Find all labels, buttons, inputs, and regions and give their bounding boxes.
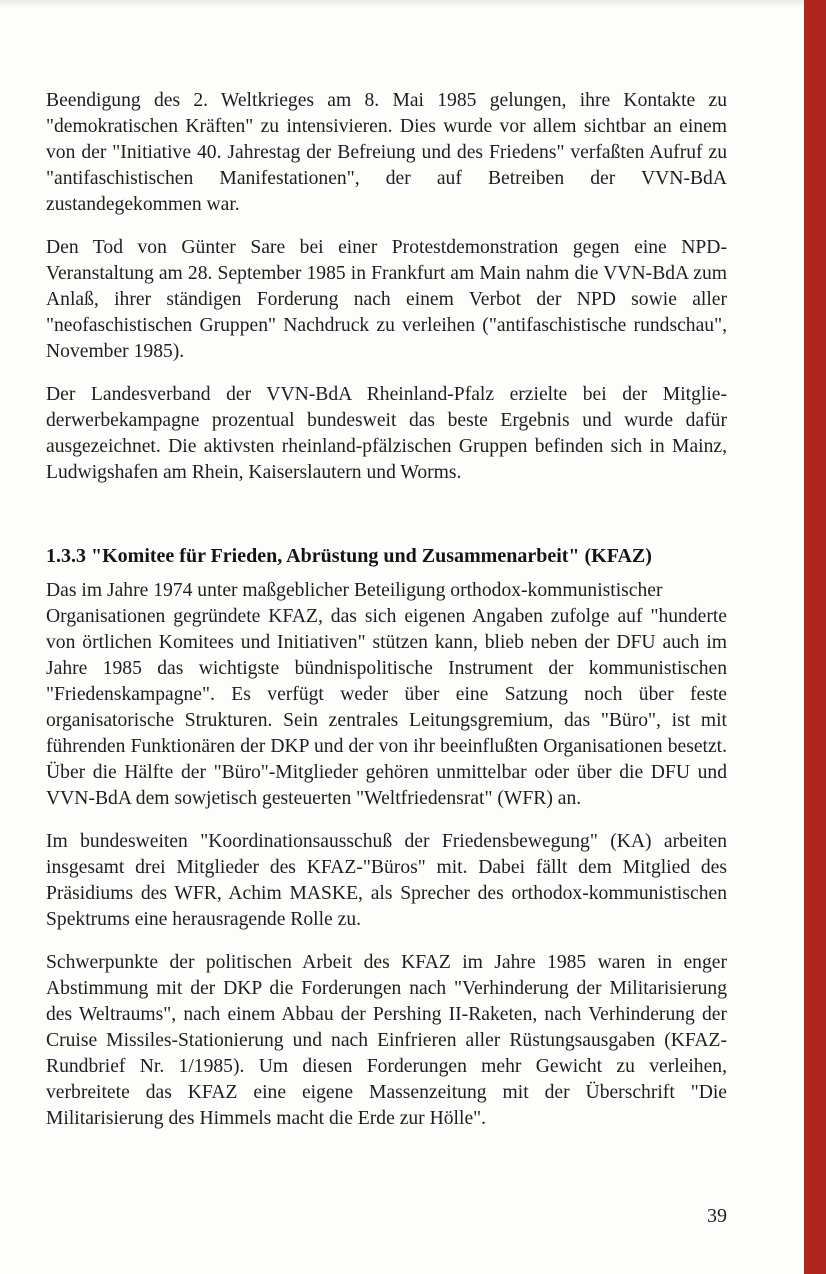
paragraph-intro-1: Beendigung des 2. Weltkrieges am 8. Mai 1985 gelungen, ihre Kontakte zu "demokratischen Kräften" zu intensivieren. Dies wurde vor allem sichtbar an einem von der "Initiative 40. Jahrestag der Befreiung und des Friedens" verfaßten Aufruf zu "antifaschistischen Manifestationen", der auf Betreiben der VVN-BdA zustandegekommen war. (46, 90, 727, 215)
paragraph-intro-2: Den Tod von Günter Sare bei einer Protestdemonstration gegen eine NPD-Veranstaltung am 28. September 1985 in Frankfurt am Main nahm die VVN-BdA zum Anlaß, ihrer ständigen Forderung nach einem Verbot der NPD sowie aller "neofaschistischen Gruppen" Nachdruck zu verleihen ("antifaschistische rundschau", November 1985). (46, 237, 727, 362)
section-paragraph-1: Organisationen gegründete KFAZ, das sich eigenen Angaben zufolge auf "hunderte von örtlichen Komitees und Initiativen" stützen kann, blieb neben der DFU auch im Jahre 1985 das wichtigste bündnispolitische Instrument der kommunistischen "Friedenskampagne". Es verfügt weder über eine Satzung noch über feste organisatorische Strukturen. Sein zentrales Leitungsgremium, das "Büro", ist mit führenden Funktionären der DKP und der von ihr beeinflußten Organisationen besetzt. Über die Hälfte der "Büro"-Mitglieder gehören unmittelbar oder über die DFU und VVN-BdA dem sowjetisch gesteuerten "Weltfriedensrat" (WFR) an. (46, 606, 727, 809)
section-paragraph-2: Im bundesweiten "Koordinationsausschuß der Friedensbewegung" (KA) arbeiten insgesamt drei Mitglieder des KFAZ-"Büros" mit. Dabei fällt dem Mitglied des Präsidiums des WFR, Achim MASKE, als Sprecher des orthodox-kommunistischen Spektrums eine herausragende Rolle zu. (46, 831, 727, 930)
document-page (46, 88, 727, 1149)
paragraph-intro-3: Der Landesverband der VVN-BdA Rheinland-Pfalz erzielte bei der Mitgliederwerbekampagne prozentual bundesweit das beste Ergebnis und wurde dafür ausgezeichnet. Die aktivsten rheinland-pfälzischen Gruppen befinden sich in Mainz, Ludwigshafen am Rhein, Kaiserslautern und Worms. (46, 384, 727, 483)
red-page-edge (804, 0, 826, 1274)
section-paragraph-3: Schwerpunkte der politischen Arbeit des KFAZ im Jahre 1985 waren in enger Abstimmung mit der DKP die Forderungen nach "Verhinderung der Militarisierung des Weltraums", nach einem Abbau der Pershing II-Raketen, nach Verhinderung der Cruise Missiles-Stationierung und nach Einfrieren aller Rüstungsausgaben (KFAZ-Rundbrief Nr. 1/1985). Um diesen Forderungen mehr Gewicht zu verleihen, verbreitete das KFAZ eine eigene Massenzeitung mit der Überschrift "Die Militarisierung des Himmels macht die Erde zur Hölle". (46, 952, 727, 1129)
page-top-shadow (0, 0, 826, 8)
page-number: 39 (707, 1205, 727, 1227)
section-first-line: Das im Jahre 1974 unter maßgeblicher Beteiligung orthodox-kommunistischer (46, 580, 663, 601)
section-heading: 1.3.3 "Komitee für Frieden, Abrüstung und Zusammenarbeit" (KFAZ) (46, 545, 652, 567)
